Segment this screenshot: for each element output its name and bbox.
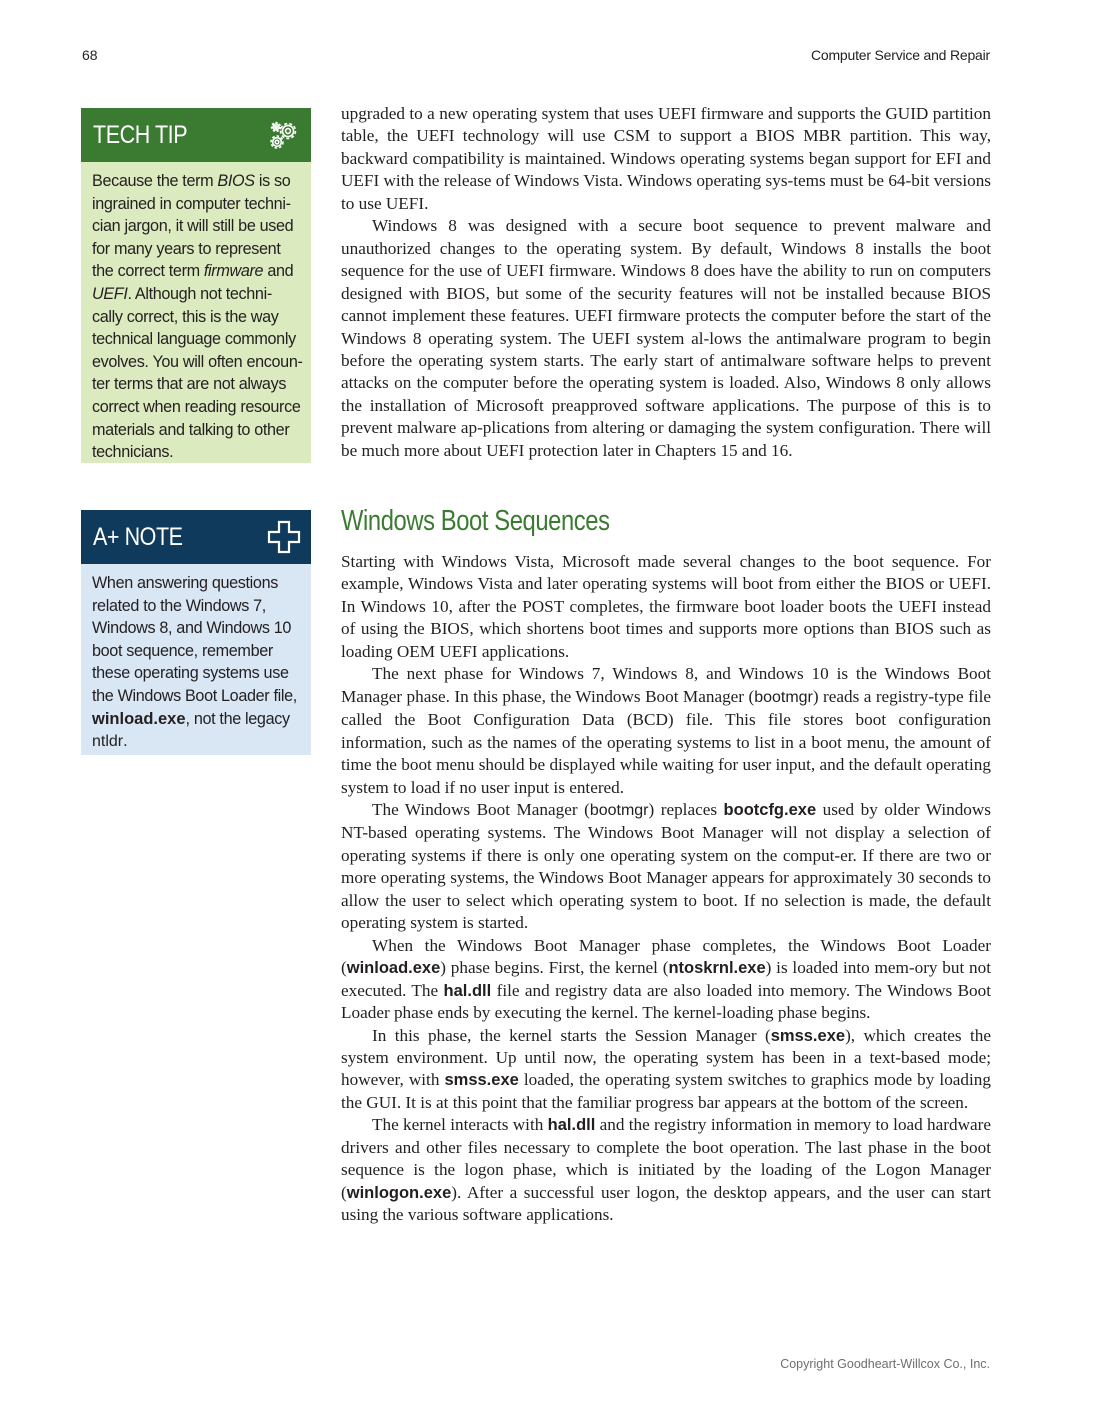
- body-paragraph: Windows 8 was designed with a secure boot sequence to prevent malware and unauthorized changes to the operating system. By default, Windows 8 installs the boot sequence for the use of UEFI firmware. Windows 8 does have the ability to run on computers designed with BIOS, but some of the security features will not be installed because BIOS cannot implement these features. UEFI firmware protects the computer before the start of the Windows 8 operating system. The UEFI system al-lows the antimalware program to begin before the operating system starts. The early start of antimalware software helps to prevent attacks on the computer before the operating system is loaded. Also, Windows 8 only allows the installation of Microsoft preapproved software applications. The purpose of this is to prevent malware ap-plications from altering or damaging the system configuration. There will be much more about UEFI protection later in Chapters 15 and 16.: [341, 216, 991, 460]
- sidebar-line: materials and talking to other: [92, 420, 290, 439]
- sidebar-line: technicians.: [92, 443, 174, 462]
- filename: ntldr: [92, 733, 124, 751]
- body-paragraph: The Windows Boot Manager (bootmgr) replaces bootcfg.exe used by older Windows NT-based operating systems. The Windows Boot Manager will not display a selection of operating systems if there is only one operating system on the comput-er. If there are two or more operating systems, the Windows Boot Manager appears for approximately 30 seconds to allow the user to select which operating system to boot. If no selection is made, the default operating system is started.: [341, 799, 991, 933]
- filename-bold: winload.exe: [92, 709, 186, 728]
- sidebar-line: technical language commonly: [92, 330, 296, 349]
- filename-bold: winlogon.exe: [346, 1183, 452, 1202]
- emphasis: UEFI: [92, 284, 128, 303]
- sidebar-line: the correct term firmware and: [92, 262, 294, 281]
- sidebar-line: correct when reading resource: [92, 397, 301, 416]
- tech-tip-body: [81, 162, 311, 463]
- sidebar-line: Windows 8, and Windows 10: [92, 619, 292, 638]
- running-head: Computer Service and Repair: [810, 47, 990, 63]
- aplus-note-body: [81, 564, 311, 755]
- filename: bootmgr: [589, 801, 649, 819]
- sidebar-line: cian jargon, it will still be used: [92, 217, 294, 236]
- plus-icon: [267, 520, 301, 554]
- tech-tip-header: [81, 108, 311, 162]
- sidebar-line: Because the term BIOS is so: [92, 172, 291, 190]
- tech-tip-box: [81, 108, 311, 463]
- body-paragraph: In this phase, the kernel starts the Session Manager (smss.exe), which creates the system environment. Up until now, the operating system has been in a text-based mode; however, with smss.exe loaded, the operating system switches to graphics mode by loading the GUI. It is at this point that the familiar progress bar appears at the bottom of the screen.: [341, 1025, 991, 1112]
- body-paragraph: upgraded to a new operating system that uses UEFI firmware and supports the GUID partition table, the UEFI technology will use CSM to support a BIOS MBR partition. This way, backward compatibility is maintained. Windows operating systems began support for EFI and UEFI with the release of Windows Vista. Windows operating sys-tems must be 64-bit versions to use UEFI.: [341, 104, 991, 213]
- filename-bold: hal.dll: [547, 1116, 596, 1135]
- sidebar-line: evolves. You will often encoun-: [92, 352, 303, 371]
- aplus-note-title: A+ NOTE: [93, 523, 183, 551]
- sidebar-line: for many years to represent: [92, 239, 281, 258]
- section-body: [341, 551, 991, 1227]
- aplus-note-box: [81, 510, 311, 755]
- filename: bootmgr: [754, 688, 813, 706]
- body-paragraph: The next phase for Windows 7, Windows 8, and Windows 10 is the Windows Boot Manager phase. In this phase, the Windows Boot Manager (bootmgr) reads a registry-type file called the Boot Configuration Data (BCD) file. This file stores boot configuration information, such as the names of the operating systems to list in a boot menu, the amount of time the boot menu should be displayed while waiting for user input, and the default operating system to load if no user input is entered.: [341, 664, 991, 797]
- tech-tip-title: TECH TIP: [93, 121, 188, 149]
- emphasis: BIOS: [217, 172, 255, 190]
- sidebar-line: boot sequence, remember: [92, 641, 273, 660]
- filename-bold: smss.exe: [770, 1026, 846, 1045]
- sidebar-line: UEFI. Although not techni-: [92, 284, 272, 303]
- page-number: 68: [82, 47, 98, 63]
- sidebar-line: ter terms that are not always: [92, 375, 287, 394]
- sidebar-line: related to the Windows 7,: [92, 596, 266, 615]
- sidebar-line: cally correct, this is the way: [92, 307, 279, 326]
- sidebar-line: ingrained in computer techni-: [92, 194, 291, 213]
- sidebar-line: winload.exe, not the legacy: [92, 709, 290, 728]
- body-paragraph: The kernel interacts with hal.dll and the registry information in memory to load hardware drivers and other files necessary to complete the boot operation. The last phase in the boot sequence is the logon phase, which is initiated by the loading of the Logon Manager (winlogon.exe). After a successful user logon, the desktop appears, and the user can start using the various software applications.: [341, 1115, 991, 1225]
- body-paragraph: Starting with Windows Vista, Microsoft made several changes to the boot sequence. For example, Windows Vista and later operating systems will boot from either the BIOS or UEFI. In Windows 10, after the POST completes, the firmware boot loader boots the UEFI instead of using the BIOS, which shortens boot times and supports more options than BIOS such as loading OEM UEFI applications.: [341, 552, 991, 661]
- aplus-note-header: [81, 510, 311, 564]
- filename-bold: bootcfg.exe: [723, 800, 817, 819]
- sidebar-line: When answering questions: [92, 574, 278, 592]
- emphasis: firmware: [203, 262, 264, 281]
- sidebar-line: these operating systems use: [92, 664, 289, 683]
- sidebar-line: the Windows Boot Loader file,: [92, 686, 297, 705]
- body-paragraph: When the Windows Boot Manager phase completes, the Windows Boot Loader (winload.exe) phase begins. First, the kernel (ntoskrnl.exe) is loaded into mem-ory but not executed. The hal.dll file and registry data are also loaded into memory. The Windows Boot Loader phase ends by executing the kernel. The kernel-loading phase begins.: [341, 935, 992, 1023]
- filename-bold: smss.exe: [444, 1071, 519, 1090]
- gears-icon: [267, 118, 301, 152]
- section-heading: Windows Boot Sequences: [341, 505, 610, 537]
- intro-text: [341, 103, 991, 462]
- sidebar-line: ntldr.: [92, 732, 128, 751]
- filename-bold: ntoskrnl.exe: [668, 959, 766, 978]
- filename-bold: winload.exe: [346, 959, 441, 978]
- copyright-notice: Copyright Goodheart-Willcox Co., Inc.: [780, 1357, 990, 1371]
- filename-bold: hal.dll: [443, 981, 492, 1000]
